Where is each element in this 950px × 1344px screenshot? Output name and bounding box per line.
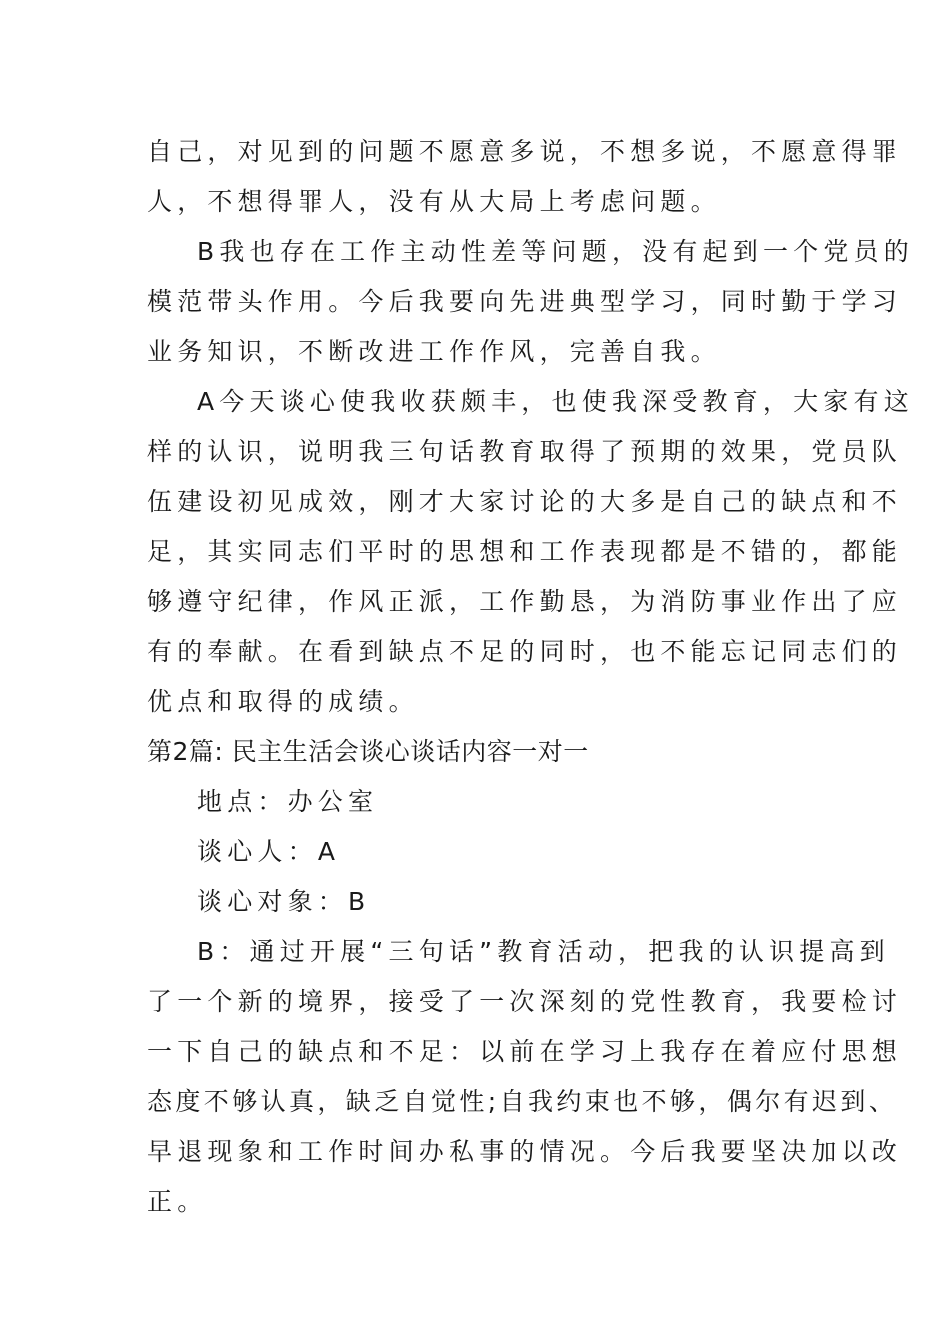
paragraph-line: 有的奉献。在看到缺点不足的同时，也不能忘记同志们的	[147, 637, 903, 666]
target-value: B	[348, 887, 371, 916]
paragraph-line: 样的认识，说明我三句话教育取得了预期的效果，党员队	[147, 437, 903, 466]
section-heading: 第2篇: 民主生活会谈心谈话内容一对一	[147, 737, 589, 766]
target-field	[147, 877, 807, 927]
talker-value: A	[317, 837, 341, 866]
paragraph-line: 业务知识，不断改进工作作风，完善自我。	[147, 337, 721, 366]
talker-field	[147, 827, 807, 877]
location-value: 办公室	[287, 787, 379, 816]
paragraph-line: 够遵守纪律，作风正派，工作勤恳，为消防事业作出了应	[147, 587, 903, 616]
location-label: 地点：	[197, 787, 288, 816]
paragraph-line: 优点和取得的成绩。	[147, 687, 419, 716]
paragraph-line: 人，不想得罪人，没有从大局上考虑问题。	[147, 187, 721, 216]
paragraph-line: 态度不够认真，缺乏自觉性;自我约束也不够，偶尔有迟到、	[147, 1087, 898, 1116]
document-body	[147, 127, 914, 1227]
target-label: 谈心对象：	[197, 887, 349, 916]
paragraph-line: 早退现象和工作时间办私事的情况。今后我要坚决加以改	[147, 1137, 903, 1166]
paragraph-line: 模范带头作用。今后我要向先进典型学习，同时勤于学习	[147, 287, 903, 316]
paragraph-line: 伍建设初见成效，刚才大家讨论的大多是自己的缺点和不	[147, 487, 903, 516]
paragraph-line: 一下自己的缺点和不足：以前在学习上我存在着应付思想	[147, 1037, 903, 1066]
paragraph-line: B我也存在工作主动性差等问题，没有起到一个党员的	[197, 237, 914, 266]
paragraph-line: A今天谈心使我收获颇丰，也使我深受教育，大家有这	[197, 387, 914, 416]
paragraph-line: 了一个新的境界，接受了一次深刻的党性教育，我要检讨	[147, 987, 903, 1016]
location-field	[147, 777, 807, 827]
paragraph-line: 自己，对见到的问题不愿意多说，不想多说，不愿意得罪	[147, 137, 903, 166]
paragraph-line: 正。	[147, 1187, 208, 1216]
paragraph-line: B：通过开展“三句话”教育活动，把我的认识提高到	[197, 937, 890, 966]
talker-label: 谈心人：	[197, 837, 318, 866]
paragraph-line: 足，其实同志们平时的思想和工作表现都是不错的，都能	[147, 537, 903, 566]
